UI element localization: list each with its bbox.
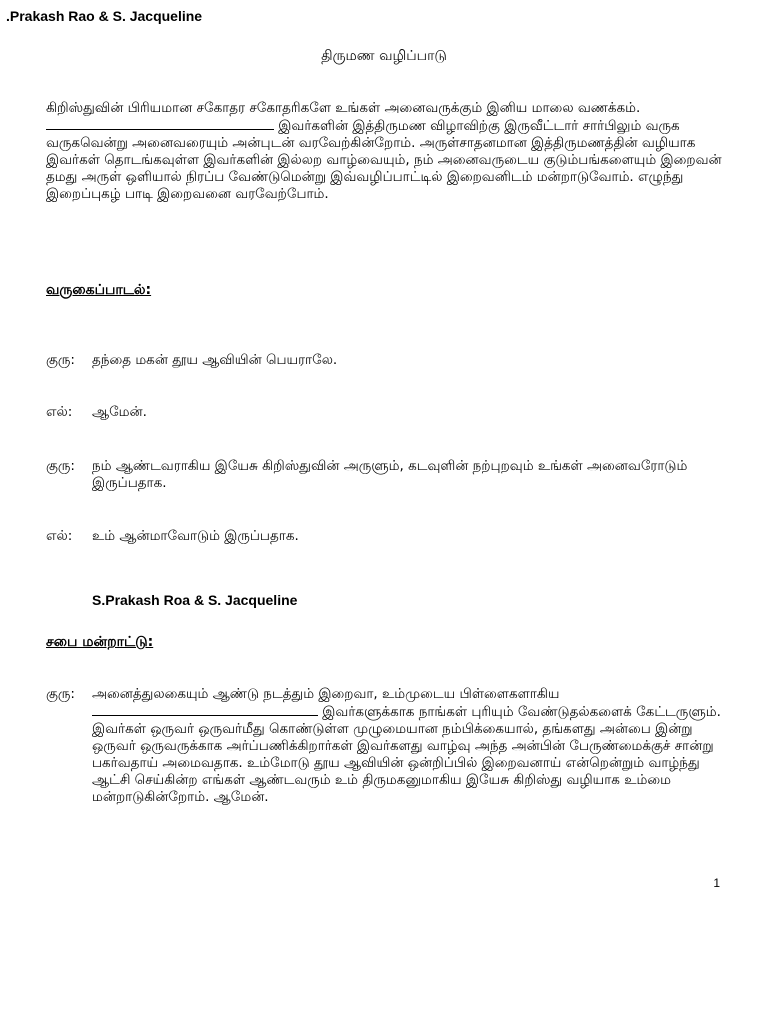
intro-text-part2: இவர்களின் இத்திருமண விழாவிற்கு இருவீட்டார் சார்பிலும் வருக வருகவென்று அனைவரையும் அன்புடன் வரவேற்கின்றோம். அருள்சாதனமான இத்திருமணத்தின் வழியாக இவர்கள் தொடங்கவுள்ள இவர்களின் இல்லற வாழ்வையும், நம் அனைவருடைய குடும்பங்களையும் இறைவன் தமது அருள் ஒளியால் நிரப்ப வேண்டுமென்று இவ்வழிப்பாட்டில் இறைவனிடம் மன்றாடுவோம். எழுந்து இறைப்புகழ் பாடி இறைவனை வரவேற்போம். <box>46 118 722 202</box>
speaker-label: எல்: <box>46 404 73 420</box>
page-number: 1 <box>713 876 720 890</box>
dialogue-row <box>46 458 726 492</box>
speaker-label: குரு: <box>46 352 75 368</box>
prayer-text <box>92 686 726 806</box>
intro-text-part1: கிறிஸ்துவின் பிரியமான சகோதர சகோதரிகளே உங்கள் அனைவருக்கும் இனிய மாலை வணக்கம். <box>46 100 641 116</box>
speaker-label: குரு: <box>46 458 75 474</box>
couple-names-header: .Prakash Rao & S. Jacqueline <box>6 8 203 24</box>
prayer-heading: சபை மன்றாட்டு: <box>46 634 154 650</box>
speaker-label: எல்: <box>46 528 73 544</box>
speech-text: ஆமேன். <box>92 404 147 420</box>
dialogue-row <box>46 404 726 421</box>
name-blank-line <box>46 117 274 130</box>
dialogue-row <box>46 352 726 369</box>
dialogue-row <box>46 528 726 545</box>
speech-text: உம் ஆன்மாவோடும் இருப்பதாக. <box>92 528 299 544</box>
prayer-part2: இவர்களுக்காக நாங்கள் புரியும் வேண்டுதல்களைக் கேட்டருளும். இவர்கள் ஒருவர் ஒருவர்மீது கொண்டுள்ள முழுமையான நம்பிக்கையால், தங்களது அன்பை இன்று ஒருவர் ஒருவருக்காக அர்ப்பணிக்கிறார்கள் இவர்களது வாழ்வு அந்த அன்பின் பேருண்மைக்குச் சான்று பகர்வதாய் அமைவதாக. உம்மோடு தூய ஆவியின் ஒன்றிப்பில் இறைவனாய் என்றென்றும் வாழ்ந்து ஆட்சி செய்கின்ற எங்கள் ஆண்டவரும் உம் திருமகனுமாகிய இயேசு கிறிஸ்து வழியாக உம்மை மன்றாடுகின்றோம். ஆமேன். <box>92 704 721 805</box>
intro-paragraph <box>46 100 726 203</box>
speech-text: நம் ஆண்டவராகிய இயேசு கிறிஸ்துவின் அருளும், கடவுளின் நற்புறவும் உங்கள் அனைவரோடும் இருப்பதாக. <box>92 458 688 491</box>
page-title: திருமண வழிப்பாடு <box>321 48 447 64</box>
speech-text: தந்தை மகன் தூய ஆவியின் பெயராலே. <box>92 352 338 368</box>
prayer-line1: அனைத்துலகையும் ஆண்டு நடத்தும் இறைவா, உம்முடைய பிள்ளைகளாகிய <box>92 686 560 702</box>
entrance-song-heading: வருகைப்பாடல்: <box>46 282 152 298</box>
prayer-block <box>46 686 726 806</box>
name-blank-line <box>92 703 318 716</box>
speaker-label: குரு: <box>46 686 75 702</box>
couple-names-mid: S.Prakash Roa & S. Jacqueline <box>92 592 298 608</box>
